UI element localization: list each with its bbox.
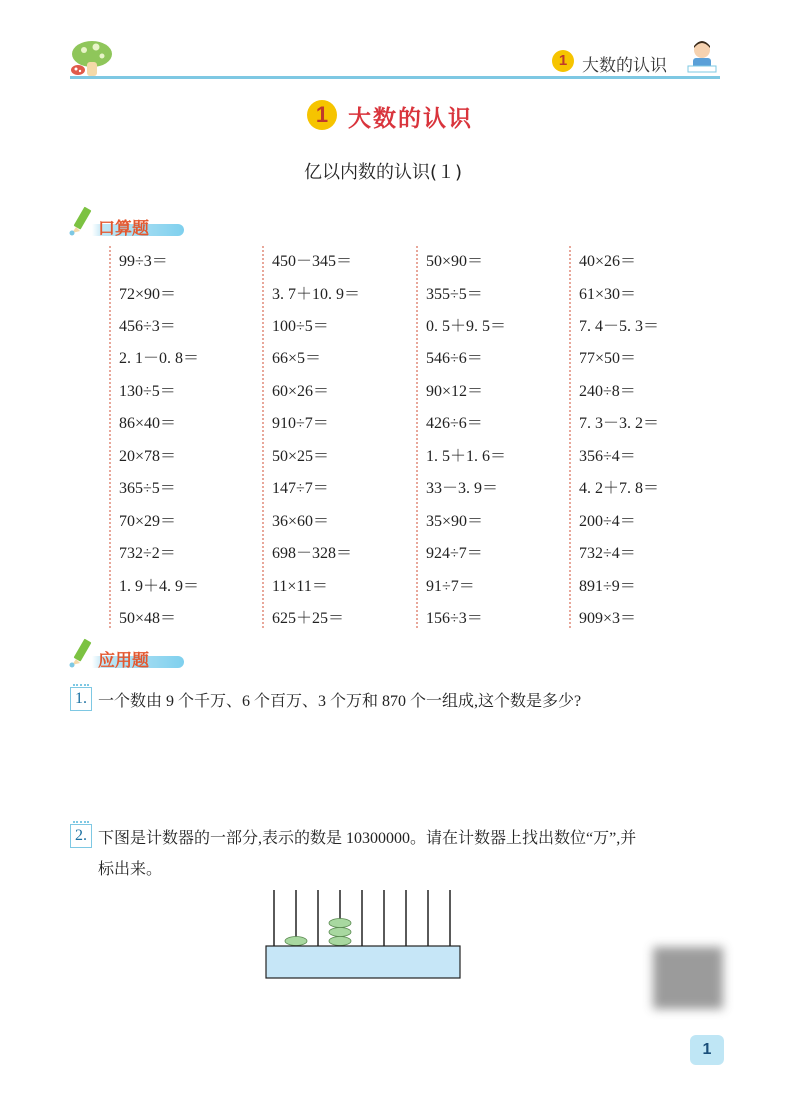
column-divider (569, 246, 571, 628)
oral-problem: 99÷3＝ (119, 253, 168, 270)
section-label-oral: 口算题 (98, 219, 149, 239)
oral-problem: 90×12＝ (426, 383, 484, 400)
oral-problem: 355÷5＝ (426, 286, 483, 303)
oral-problem: 7. 4－5. 3＝ (579, 318, 660, 335)
abacus-bead (329, 928, 351, 937)
oral-problem: 625＋25＝ (272, 610, 345, 627)
oral-problem: 909×3＝ (579, 610, 637, 627)
oral-problem: 891÷9＝ (579, 578, 636, 595)
page-number: 1 (690, 1035, 724, 1065)
oral-problem: 732÷4＝ (579, 545, 636, 562)
oral-problem: 40×26＝ (579, 253, 637, 270)
oral-column-2 (262, 246, 407, 628)
oral-problem: 3. 7＋10. 9＝ (272, 286, 361, 303)
oral-problem: 426÷6＝ (426, 415, 483, 432)
oral-problem: 147÷7＝ (272, 480, 329, 497)
header-rule (70, 76, 720, 79)
oral-problem: 1. 5＋1. 6＝ (426, 448, 507, 465)
oral-problem: 2. 1－0. 8＝ (119, 350, 200, 367)
oral-problem: 156÷3＝ (426, 610, 483, 627)
oral-problem: 0. 5＋9. 5＝ (426, 318, 507, 335)
question-text: 一个数由 9 个千万、6 个百万、3 个万和 870 个一组成,这个数是多少? (98, 693, 582, 710)
oral-problem: 70×29＝ (119, 513, 177, 530)
question-number: 2. (70, 824, 92, 848)
oral-problem: 240÷8＝ (579, 383, 636, 400)
oral-problem: 456÷3＝ (119, 318, 176, 335)
oral-problem: 20×78＝ (119, 448, 177, 465)
oral-problem: 546÷6＝ (426, 350, 483, 367)
question-number: 1. (70, 687, 92, 711)
column-divider (416, 246, 418, 628)
column-divider (262, 246, 264, 628)
oral-column-1 (109, 246, 254, 628)
oral-problem: 4. 2＋7. 8＝ (579, 480, 660, 497)
oral-problem: 50×25＝ (272, 448, 330, 465)
oral-problem: 356÷4＝ (579, 448, 636, 465)
oral-problem: 61×30＝ (579, 286, 637, 303)
question-text: 下图是计数器的一部分,表示的数是 10300000。请在计数器上找出数位“万”,并 (98, 830, 637, 847)
oral-problem: 7. 3－3. 2＝ (579, 415, 660, 432)
header-chapter-badge: 1 (552, 50, 574, 72)
header-title: 大数的认识 (582, 56, 667, 76)
oral-problem: 86×40＝ (119, 415, 177, 432)
abacus-bead (329, 937, 351, 946)
blurred-qr-code (653, 947, 723, 1009)
lesson-subtitle: 亿以内数的认识(１) (304, 162, 463, 183)
question-text-continued: 标出来。 (98, 861, 163, 878)
oral-problem: 35×90＝ (426, 513, 484, 530)
oral-column-3 (416, 246, 561, 628)
oral-problem: 1. 9＋4. 9＝ (119, 578, 200, 595)
oral-problem: 36×60＝ (272, 513, 330, 530)
oral-problem: 924÷7＝ (426, 545, 483, 562)
oral-problem: 50×90＝ (426, 253, 484, 270)
section-label-applied: 应用题 (98, 651, 149, 671)
abacus-base (266, 946, 460, 978)
oral-problem: 450－345＝ (272, 253, 353, 270)
mushroom-logo-icon (66, 36, 116, 80)
oral-problem: 130÷5＝ (119, 383, 176, 400)
student-reading-icon (682, 38, 722, 78)
oral-problem: 50×48＝ (119, 610, 177, 627)
oral-problem: 72×90＝ (119, 286, 177, 303)
oral-problem: 66×5＝ (272, 350, 322, 367)
abacus-counter-diagram (262, 886, 466, 982)
oral-problem: 200÷4＝ (579, 513, 636, 530)
oral-problem: 365÷5＝ (119, 480, 176, 497)
oral-problem: 698－328＝ (272, 545, 353, 562)
oral-problem: 60×26＝ (272, 383, 330, 400)
page-title: 大数的认识 (348, 106, 473, 132)
oral-problem: 91÷7＝ (426, 578, 475, 595)
oral-problem: 732÷2＝ (119, 545, 176, 562)
oral-problem: 77×50＝ (579, 350, 637, 367)
chapter-badge: 1 (307, 100, 337, 130)
oral-column-4 (569, 246, 714, 628)
abacus-bead (285, 937, 307, 946)
abacus-bead (329, 919, 351, 928)
oral-problem: 33－3. 9＝ (426, 480, 499, 497)
oral-problem: 910÷7＝ (272, 415, 329, 432)
oral-problem: 100÷5＝ (272, 318, 329, 335)
column-divider (109, 246, 111, 628)
oral-problem: 11×11＝ (272, 578, 328, 595)
